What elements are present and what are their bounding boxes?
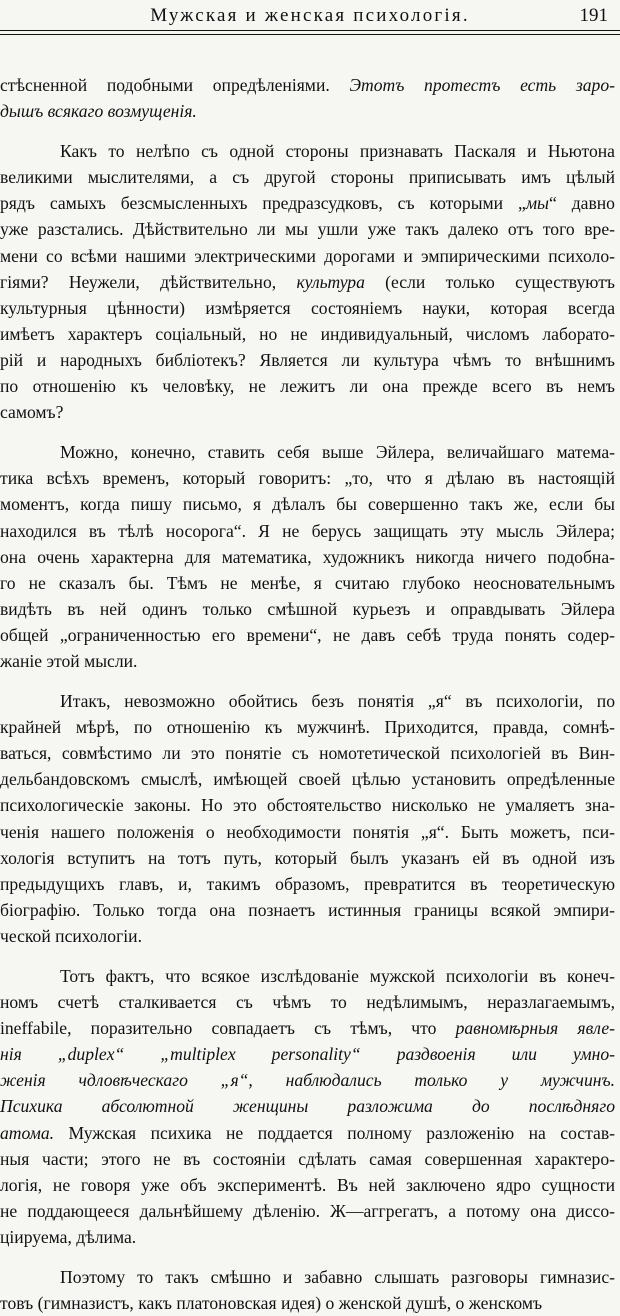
paragraph (0, 138, 615, 425)
text-run: рій и народныхъ библіотекъ? Является ли культура чѣмъ то внѣшнимъ (0, 349, 615, 370)
text-run: біографію. Только тогда она познаетъ истинныя границы всякой эмпири- (0, 899, 615, 920)
text-run: ныя части; этого не въ состояніи сдѣлать самая совершенная характеро- (0, 1148, 615, 1169)
text-line (0, 622, 615, 648)
text-line (0, 819, 615, 845)
text-run: Психика абсолютной женщины разложима до послѣдняго (0, 1096, 615, 1117)
text-line (0, 243, 615, 269)
text-line (0, 766, 615, 792)
paragraph (0, 1264, 615, 1316)
paragraph (0, 72, 615, 124)
text-run: тика всѣхъ временъ, который говоритъ: „то, что я дѣлаю въ настоящій (0, 468, 615, 489)
text-run: по отношенію къ человѣку, не лежитъ ли она прежде всего въ немъ (0, 376, 615, 397)
text-run: предыдущихъ главъ, и, такимъ образомъ, превратится въ теоретическую (0, 873, 615, 894)
text-run: номъ счетѣ сталкивается съ чѣмъ то недѣлимымъ, неразлагаемымъ, (0, 992, 615, 1013)
header-rule (0, 30, 620, 31)
text-run: рядъ самыхъ безсмысленныхъ предразсудковъ, съ которыми „ (0, 193, 526, 214)
text-run: видѣть въ ней одинъ только смѣшной курьезъ и оправдывать Эйлера (0, 598, 615, 619)
text-line (0, 190, 615, 216)
text-line (0, 98, 615, 124)
page-header (0, 0, 620, 30)
text-run: дышъ всякаго возмущенія. (0, 101, 197, 122)
paragraph-gap (0, 124, 615, 138)
text-run: крайней мѣрѣ, по отношенію къ мужчинѣ. Приходится, правда, сомнѣ- (0, 717, 615, 738)
text-line (0, 216, 615, 242)
text-run: находился въ тѣлѣ носорога“. Я не берусь защищать эту мысль Эйлера; (0, 520, 615, 541)
text-run: логія, не говоря уже объ экспериментѣ. Въ ней заключено ядро сущности (0, 1174, 615, 1195)
text-run: ческой психологіи. (0, 925, 142, 946)
text-run: ціируема, дѣлима. (0, 1226, 137, 1247)
text-run: не поддающееся дальнѣйшему дѣленію. Ж—аггрегатъ, а потому она диссо- (0, 1200, 615, 1221)
running-title: Мужская и женская психологія. (150, 5, 470, 26)
text-run: Мужская психика не поддается полному разложенію на состав- (54, 1122, 615, 1143)
text-line (0, 897, 615, 923)
text-run: нія „duplex“ „multiplex personality“ раздвоенія или умно- (0, 1044, 615, 1065)
text-line (0, 138, 615, 164)
text-run: женія чдловѣческаго „я“, наблюдались только у мужчинъ. (0, 1070, 615, 1091)
text-line (0, 72, 615, 98)
body-text (0, 72, 615, 1316)
text-run: великими мыслителями, а съ другой стороны приписывать имъ цѣлый (0, 167, 615, 188)
text-run: “ давно (548, 193, 615, 214)
text-line (0, 1264, 615, 1290)
text-run: ineffabile, поразительно совпадаетъ съ тѣмъ, что (0, 1018, 456, 1039)
text-run: гіями? Неужели, дѣйствительно, (0, 271, 297, 292)
text-line (0, 714, 615, 740)
text-run: психологическіе законы. Но это обстоятельство нисколько не умаляетъ зна- (0, 795, 615, 816)
text-line (0, 845, 615, 871)
text-line (0, 465, 615, 491)
paragraph (0, 439, 615, 674)
text-line (0, 871, 615, 897)
text-line (0, 544, 615, 570)
text-run: хологія вступитъ на тотъ путь, который былъ указанъ ей въ одной изъ (0, 847, 615, 868)
text-line (0, 963, 615, 989)
text-run: жаніе этой мысли. (0, 650, 138, 671)
text-run: уже разстались. Дѣйствительно ли мы ушли уже такъ далеко отъ того вре- (0, 219, 615, 240)
text-line (0, 570, 615, 596)
text-run: дельбандовскомъ смыслѣ, имѣющей своей цѣлью установить опредѣленные (0, 769, 615, 790)
paragraph (0, 688, 615, 949)
text-line (0, 1015, 615, 1041)
text-run: Поэтому то такъ смѣшно и забавно слышать разговоры гимназис- (60, 1267, 615, 1288)
text-line (0, 1146, 615, 1172)
paragraph (0, 963, 615, 1250)
paragraph-gap (0, 1250, 615, 1264)
text-line (0, 1093, 615, 1119)
text-line (0, 164, 615, 190)
text-run: Какъ то нелѣпо съ одной стороны признавать Паскаля и Ньютона (60, 141, 615, 162)
text-line (0, 1041, 615, 1067)
text-run: самомъ? (0, 402, 64, 423)
text-line (0, 295, 615, 321)
text-line (0, 1290, 615, 1316)
text-line (0, 989, 615, 1015)
text-run: Тотъ фактъ, что всякое изслѣдованіе мужской психологіи въ конеч- (60, 966, 615, 986)
text-line (0, 518, 615, 544)
text-line (0, 1120, 615, 1146)
text-run: общей „ограниченностью его времени“, не давъ себѣ труда понять содер- (0, 624, 615, 645)
paragraph-gap (0, 425, 615, 439)
text-run: Этотъ протестъ есть заро- (349, 75, 615, 95)
text-run: ваться, совмѣстимо ли это понятіе съ номотетической психологіей въ Вин- (0, 743, 615, 764)
text-line (0, 321, 615, 347)
text-run: мы (525, 193, 549, 214)
text-line (0, 373, 615, 399)
text-run: товъ (гимназистъ, какъ платоновская идея) о женской душѣ, о женскомъ (0, 1293, 543, 1314)
text-run: стѣсненной подобными опредѣленіями. (0, 75, 350, 95)
text-run: моментъ, когда пишу письмо, я дѣлалъ бы совершенно такъ же, если бы (0, 494, 615, 515)
text-line (0, 347, 615, 373)
text-run: она очень характерна для математика, художникъ никогда ничего подобна- (0, 546, 615, 567)
text-run: равномѣрныя явле- (455, 1018, 615, 1039)
text-line (0, 648, 615, 674)
paragraph-gap (0, 674, 615, 688)
paragraph-gap (0, 949, 615, 963)
text-line (0, 1172, 615, 1198)
text-line (0, 269, 615, 295)
text-run: атома. (0, 1122, 55, 1143)
text-run: имѣетъ характеръ соціальный, но не индивидуальный, числомъ лаборато- (0, 323, 615, 344)
text-line (0, 740, 615, 766)
text-run: культура (296, 271, 365, 292)
text-line (0, 792, 615, 818)
text-line (0, 923, 615, 949)
header-rule (0, 34, 620, 35)
page-number: 191 (579, 5, 608, 26)
text-line (0, 688, 615, 714)
text-run: мени со всѣми нашими электрическими дорогами и эмпирическими психоло- (0, 245, 615, 266)
text-line (0, 491, 615, 517)
text-run: ченія нашего положенія о необходимости понятія „я“. Быть можетъ, пси- (0, 821, 615, 842)
text-run: Можно, конечно, ставить себя выше Эйлера, величайшаго матема- (60, 442, 615, 463)
text-run: культурныя цѣнности) измѣряется состояніемъ науки, которая всегда (0, 297, 615, 318)
text-line (0, 1067, 615, 1093)
text-line (0, 439, 615, 465)
text-run: Итакъ, невозможно обойтись безъ понятія „я“ въ психологіи, по (60, 691, 615, 712)
text-line (0, 1198, 615, 1224)
text-line (0, 1224, 615, 1250)
text-line (0, 399, 615, 425)
text-line (0, 596, 615, 622)
text-run: го не сказалъ бы. Тѣмъ не менѣе, я считаю глубоко неосновательнымъ (0, 572, 615, 593)
text-run: (если только существуютъ (364, 271, 615, 292)
